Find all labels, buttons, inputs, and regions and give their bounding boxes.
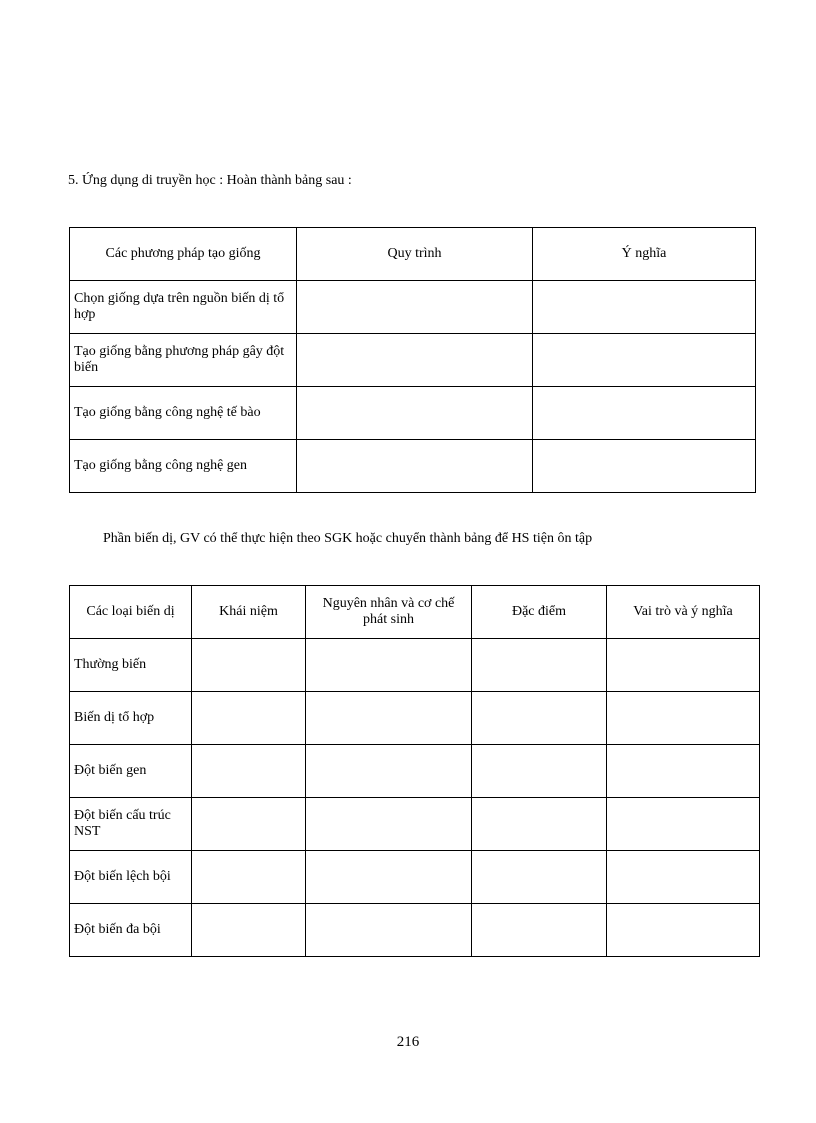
- blank-cell: [192, 639, 306, 692]
- table-row: [70, 798, 760, 851]
- variation-types-table: [69, 585, 760, 957]
- table-header-cell: Nguyên nhân và cơ chế phát sinh: [306, 586, 472, 639]
- row-label: Tạo giống bằng công nghệ gen: [70, 440, 297, 493]
- table-header-row: [70, 586, 760, 639]
- table-header-cell: Quy trình: [297, 228, 533, 281]
- table-row: [70, 639, 760, 692]
- table-header-cell: Các phương pháp tạo giống: [70, 228, 297, 281]
- blank-cell: [472, 745, 607, 798]
- table-header-cell: Ý nghĩa: [533, 228, 756, 281]
- blank-cell: [306, 798, 472, 851]
- blank-cell: [533, 334, 756, 387]
- blank-cell: [607, 639, 760, 692]
- row-label: Biến dị tổ hợp: [70, 692, 192, 745]
- blank-cell: [297, 440, 533, 493]
- table-row: [70, 334, 756, 387]
- blank-cell: [306, 904, 472, 957]
- breeding-methods-table: [69, 227, 756, 493]
- table-header-cell: Khái niệm: [192, 586, 306, 639]
- blank-cell: [192, 851, 306, 904]
- row-label: Chọn giống dựa trên nguồn biến dị tổ hợp: [70, 281, 297, 334]
- blank-cell: [607, 745, 760, 798]
- table-row: [70, 851, 760, 904]
- blank-cell: [192, 745, 306, 798]
- blank-cell: [472, 692, 607, 745]
- blank-cell: [533, 387, 756, 440]
- blank-cell: [607, 904, 760, 957]
- blank-cell: [306, 851, 472, 904]
- table-header-cell: Các loại biến dị: [70, 586, 192, 639]
- blank-cell: [297, 281, 533, 334]
- table-row: [70, 692, 760, 745]
- instruction-paragraph: Phần biến dị, GV có thể thực hiện theo SGK hoặc chuyển thành bảng để HS tiện ôn tập: [103, 531, 593, 546]
- row-label: Đột biến đa bội: [70, 904, 192, 957]
- table-row: [70, 387, 756, 440]
- table-header-cell: Đặc điểm: [472, 586, 607, 639]
- row-label: Tạo giống bằng công nghệ tế bào: [70, 387, 297, 440]
- table-row: [70, 745, 760, 798]
- row-label: Đột biến cấu trúc NST: [70, 798, 192, 851]
- blank-cell: [306, 745, 472, 798]
- blank-cell: [192, 798, 306, 851]
- table-row: [70, 440, 756, 493]
- blank-cell: [533, 281, 756, 334]
- row-label: Thường biến: [70, 639, 192, 692]
- blank-cell: [192, 692, 306, 745]
- blank-cell: [297, 387, 533, 440]
- blank-cell: [297, 334, 533, 387]
- table-row: [70, 281, 756, 334]
- row-label: Đột biến gen: [70, 745, 192, 798]
- row-label: Đột biến lệch bội: [70, 851, 192, 904]
- table-header-row: [70, 228, 756, 281]
- blank-cell: [472, 798, 607, 851]
- blank-cell: [472, 904, 607, 957]
- table-row: [70, 904, 760, 957]
- page-number: 216: [396, 1034, 420, 1050]
- blank-cell: [607, 692, 760, 745]
- blank-cell: [306, 639, 472, 692]
- blank-cell: [192, 904, 306, 957]
- blank-cell: [607, 851, 760, 904]
- blank-cell: [306, 692, 472, 745]
- blank-cell: [533, 440, 756, 493]
- blank-cell: [472, 851, 607, 904]
- blank-cell: [607, 798, 760, 851]
- blank-cell: [472, 639, 607, 692]
- row-label: Tạo giống bằng phương pháp gây đột biến: [70, 334, 297, 387]
- section-heading: 5. Ứng dụng di truyền học : Hoàn thành bảng sau :: [68, 173, 352, 188]
- table-header-cell: Vai trò và ý nghĩa: [607, 586, 760, 639]
